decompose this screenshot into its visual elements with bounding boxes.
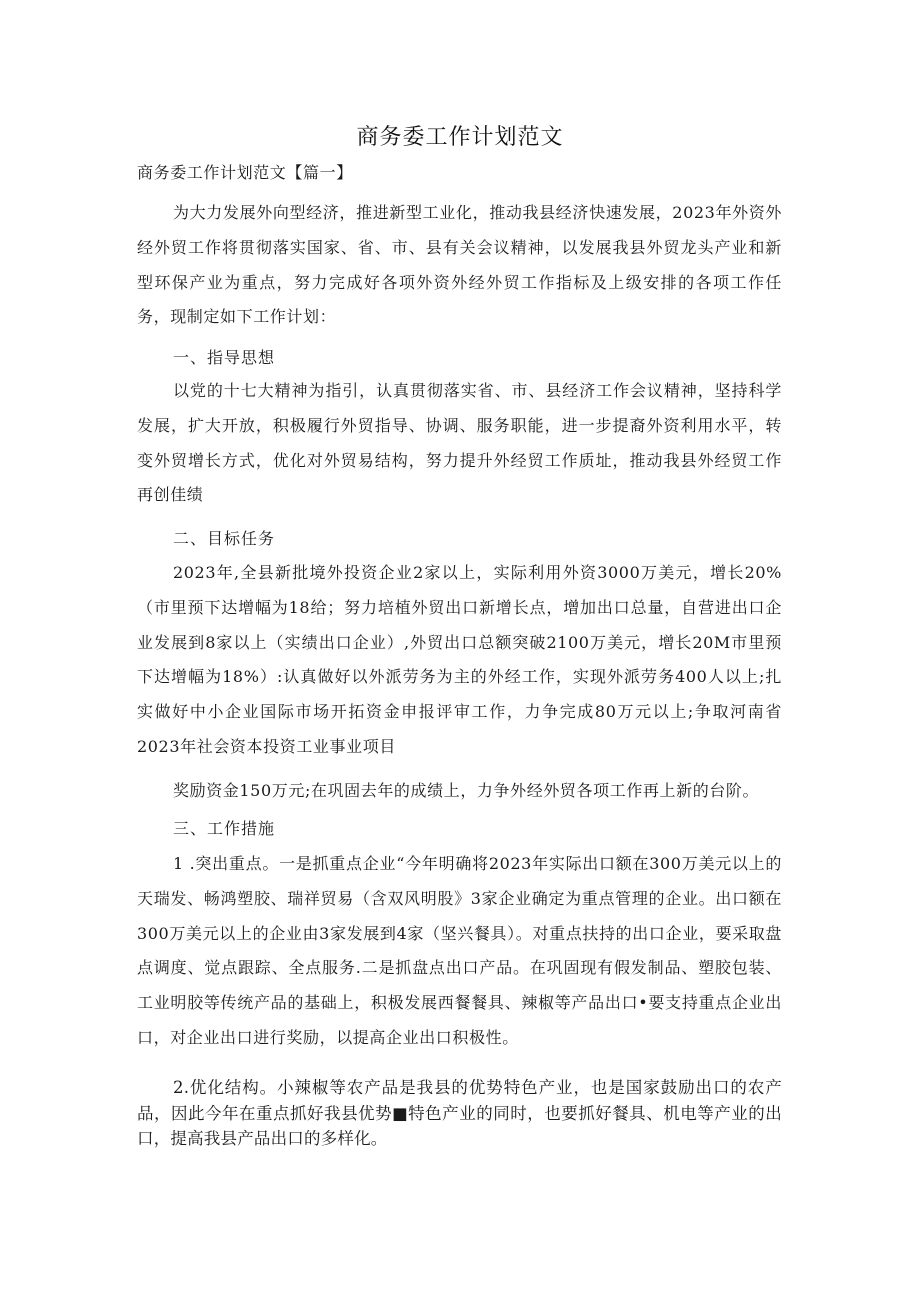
document-title: 商务委工作计划范文 [356,125,564,150]
section3-heading: 三、工作措施 [173,819,276,838]
section3-item1-paragraph: 1 .突出重点。一是抓重点企业“今年明确将2023年实际出口额在300万美元以上的天瑞发、畅鸿塑胶、瑞祥贸易（含双风明股》3家企业确定为重点管理的企业。出口额在300万美元以上的企业由3家发展到4家（坚兴餐具）。对重点扶持的出口企业，要采取盘点调度、觉点跟踪、全点服务.二是抓盘点出口产品。在巩固现有假发制品、塑胶包装、工业明胶等传统产品的基础上，积极发展西餐餐具、辣椒等产品出口•要支持重点企业出口，对企业出口进行奖励，以提高企业出口积极性。 [137,854,782,1047]
section1-heading: 一、指导思想 [173,348,276,367]
section2-heading: 二、目标任务 [173,529,276,548]
intro-paragraph: 为大力发展外向型经济，推进新型工业化，推动我县经济快速发展，2023年外资外经外贸工作将贯彻落实国家、省、市、县有关会议精神，以发展我县外贸龙头产业和新型环保产业为重点，努力完成好各项外资外经外贸工作指标及上级安排的各项工作任务，现制定如下工作计划： [137,203,782,327]
document-subtitle: 商务委工作计划范文【篇一】 [137,163,353,182]
section1-paragraph: 以党的十七大精神为指引，认真贯彻落实省、市、县经济工作会议精神，坚持科学发展，扩大开放，积极履行外贸指导、协调、服务职能，进一步提裔外资利用水平，转变外贸增长方式，优化对外贸易结构，努力提升外经贸工作质址，推动我县外经贸工作再创佳绩 [137,381,782,505]
section2-paragraph: 2023年,全县新批境外投资企业2家以上，实际利用外资3000万美元，增长20%（市里预下达增幅为18给；努力培植外贸出口新增长点，增加出口总量，自营进出口企业发展到8家以上（实绩出口企业）,外贸出口总额突破2100万美元，增长20M市里预下达增幅为18%）:认真做好以外派劳务为主的外经工作，实现外派劳务400人以上;扎实做好中小企业国际市场开拓资金申报评审工作，力争完成80万元以上;争取河南省2023年社会资本投资工业事业项目 [137,563,782,756]
section3-item2-paragraph: 2.优化结构。小辣椒等农产品是我县的优势特色产业，也是国家鼓励出口的农产品，因此今年在重点抓好我县优势■特色产业的同时，也要抓好餐具、机电等产业的出口，提高我县产品出口的多样化。 [137,1078,782,1148]
section2-extra-paragraph: 奖励资金150万元;在巩固去年的成绩上，力争外经外贸各项工作再上新的台阶。 [173,781,760,800]
